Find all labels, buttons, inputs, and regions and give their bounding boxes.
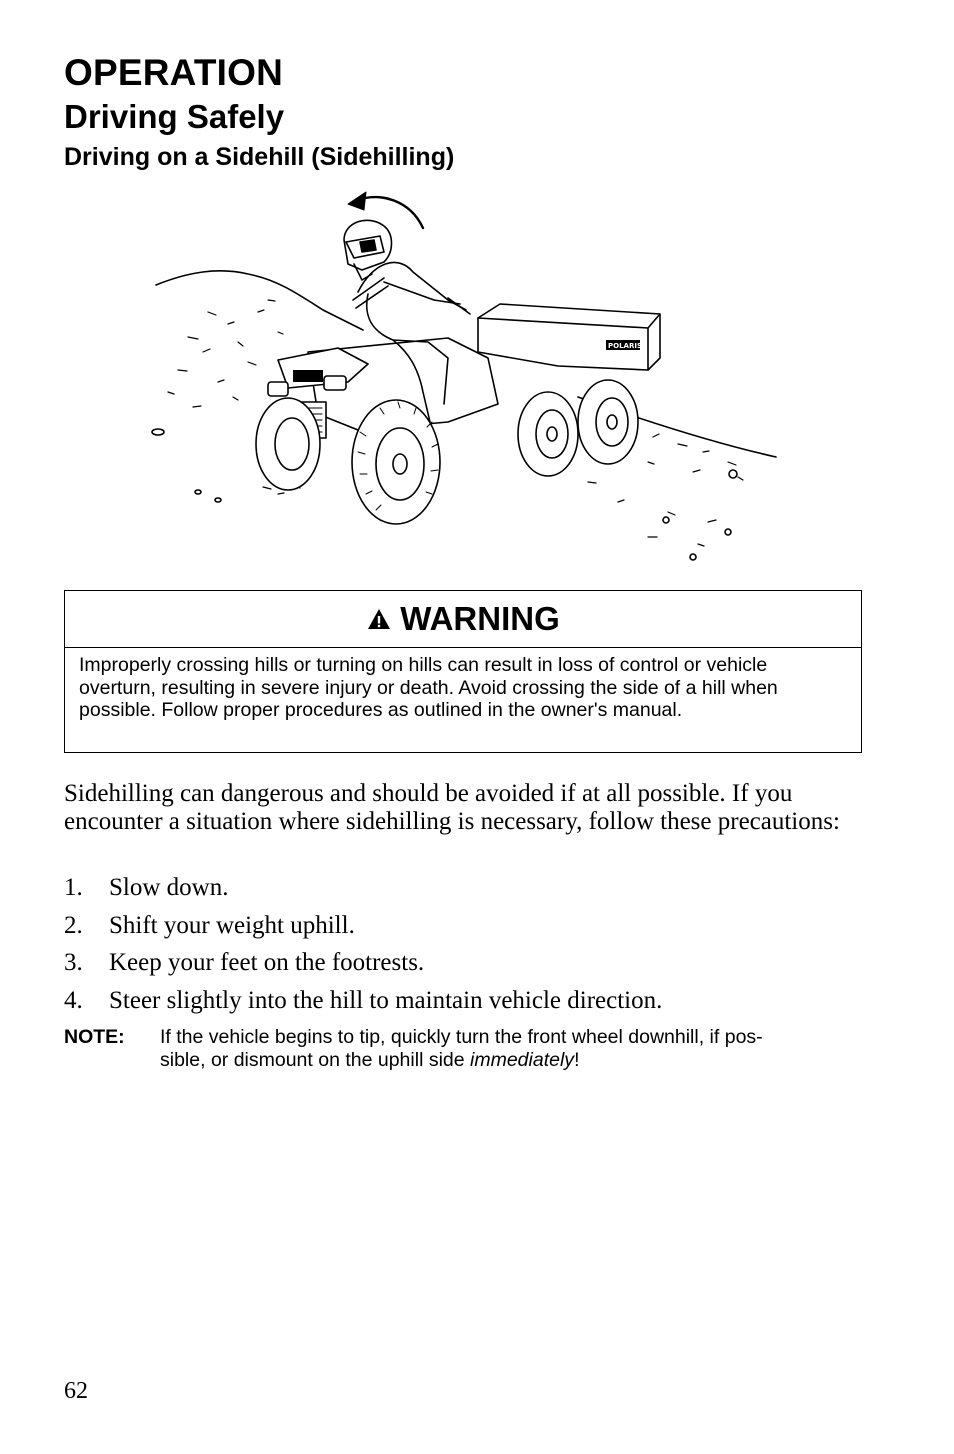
page-subtitle: Driving on a Sidehill (Sidehilling) <box>64 143 455 171</box>
list-item <box>64 912 662 950</box>
list-item <box>64 949 662 987</box>
step-text: Slow down. <box>109 874 229 901</box>
page-number: 62 <box>64 1378 88 1404</box>
warning-text: Improperly crossing hills or turning on hills can result in loss of control or vehicle overturn, resulting in severe injury or death. Avoid crossing the side of a hill when possible. Follow proper procedures as outlined in the owner's manual. <box>79 654 778 721</box>
step-text: Shift your weight uphill. <box>109 911 355 939</box>
note-line-2 <box>160 1049 864 1072</box>
note-emphasis: immediately <box>470 1049 575 1071</box>
warning-triangle-icon <box>366 607 392 631</box>
note-block <box>64 1026 864 1072</box>
step-text: Keep your feet on the footrests. <box>109 949 425 976</box>
note-line-2-start: sible, or dismount on the uphill side <box>160 1049 471 1071</box>
step-number: 4. <box>64 986 83 1014</box>
page-title: Driving Safely <box>64 98 285 135</box>
step-number: 2. <box>64 911 83 939</box>
step-text: Steer slightly into the hill to maintain vehicle direction. <box>109 986 663 1014</box>
warning-title: WARNING <box>400 600 560 637</box>
list-item <box>64 987 662 1025</box>
atv-sidehill-illustration <box>148 182 788 574</box>
step-number: 1. <box>64 874 83 901</box>
intro-paragraph: Sidehilling can dangerous and should be avoided if at all possible. If you encounter a situation where sidehilling is necessary, follow these precautions: <box>64 780 840 835</box>
step-number: 3. <box>64 949 83 976</box>
svg-text:POLARIS: POLARIS <box>608 342 642 350</box>
list-item <box>64 874 662 912</box>
warning-box <box>64 590 862 753</box>
precautions-list <box>64 874 662 1024</box>
note-label: NOTE: <box>64 1026 125 1048</box>
section-heading: OPERATION <box>64 52 284 93</box>
note-line-2-end: ! <box>574 1049 580 1071</box>
warning-header <box>65 591 861 648</box>
note-line-1: If the vehicle begins to tip, quickly turn the front wheel downhill, if pos- <box>160 1026 763 1048</box>
